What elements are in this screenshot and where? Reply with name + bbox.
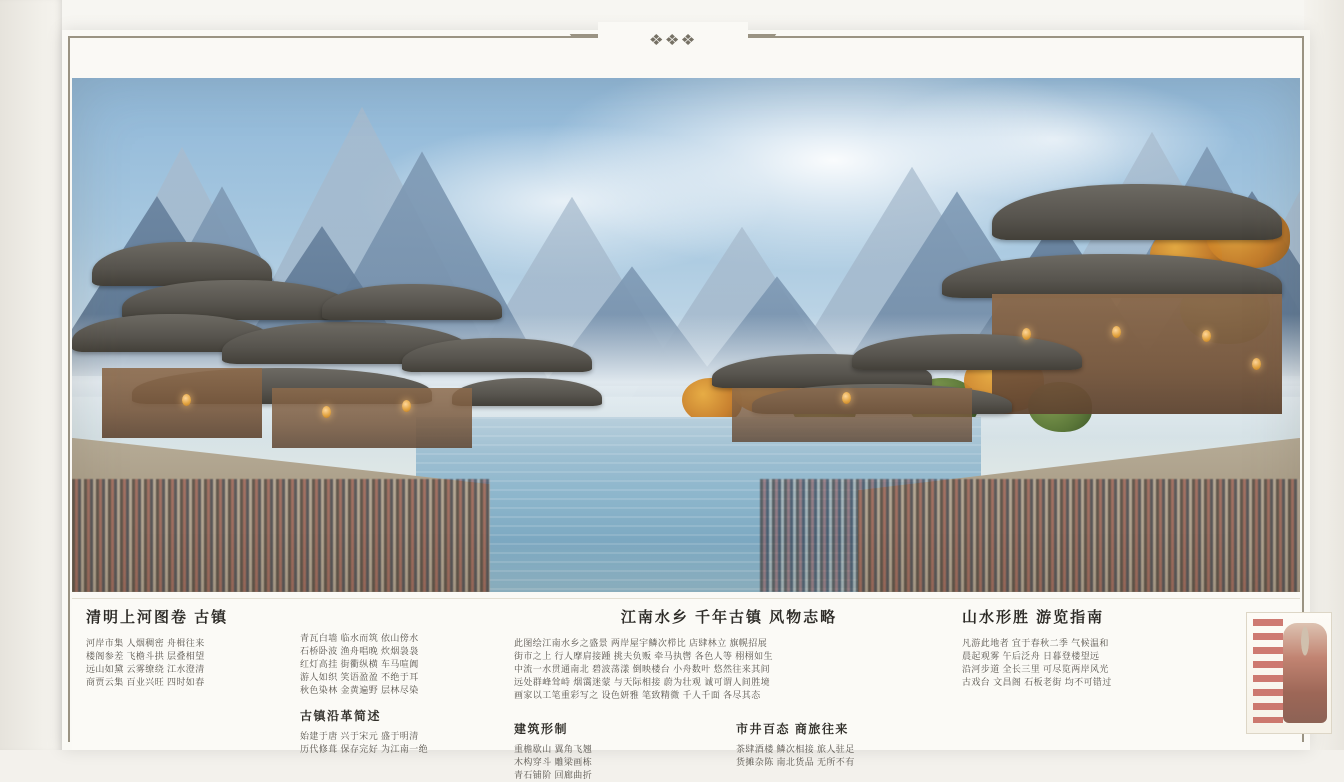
column-4-body <box>962 637 1222 689</box>
village-right <box>692 178 1300 478</box>
top-ornament <box>598 22 748 58</box>
column-3-sub-body-left <box>514 743 722 782</box>
column-2-body <box>300 632 496 697</box>
body-line: 游人如织 笑语盈盈 不绝于耳 <box>300 672 419 682</box>
body-line: 古戏台 文昌阁 石板老街 均不可错过 <box>962 677 1112 687</box>
seal-vignette <box>1246 612 1332 734</box>
body-line: 中流一水贯通南北 碧波荡漾 倒映楼台 小舟数叶 悠然往来其间 <box>514 664 771 674</box>
column-1-heading: 清明上河图卷 古镇 <box>86 609 229 626</box>
body-line: 重檐歇山 翼角飞翘 <box>514 744 593 754</box>
caption-column-1 <box>86 606 282 782</box>
caption-column-3 <box>514 606 944 782</box>
crowd-right <box>760 479 1300 592</box>
body-line: 沿河步道 全长三里 可尽览两岸风光 <box>962 664 1109 674</box>
artwork-painting <box>72 78 1300 592</box>
column-3-subhead-right: 市井百态 商旅往来 <box>736 722 849 736</box>
crowd-left <box>72 479 490 592</box>
body-line: 凡游此地者 宜于春秋二季 气候温和 <box>962 638 1109 648</box>
figure-illustration <box>1283 623 1327 723</box>
paper-edge-left <box>0 0 62 750</box>
column-3-heading: 江南水乡 千年古镇 风物志略 <box>620 609 838 626</box>
red-seal-stamp <box>1253 619 1283 723</box>
body-line: 此图绘江南水乡之盛景 两岸屋宇鳞次栉比 店肆林立 旗幌招展 <box>514 638 768 648</box>
column-3-sub-body-right <box>736 743 944 769</box>
body-line: 画家以工笔重彩写之 设色妍雅 笔致精微 千人千面 各尽其态 <box>514 690 761 700</box>
body-line: 远山如黛 云雾缭绕 江水澄清 <box>86 664 205 674</box>
body-line: 远处群峰耸峙 烟霭迷蒙 与天际相接 蔚为壮观 诚可谓人间胜境 <box>514 677 771 687</box>
village-left <box>72 218 592 478</box>
body-line: 晨起观雾 午后泛舟 日暮登楼望远 <box>962 651 1100 661</box>
body-line: 商贾云集 百业兴旺 四时如春 <box>86 677 205 687</box>
body-line: 青瓦白墙 临水而筑 依山傍水 <box>300 633 419 643</box>
body-line: 茶肆酒楼 鳞次相接 旅人驻足 <box>736 744 855 754</box>
body-line: 木构穿斗 雕梁画栋 <box>514 757 593 767</box>
caption-column-4 <box>962 606 1222 782</box>
ornament-glyph: ❖❖❖ <box>649 32 697 49</box>
body-line: 石桥卧波 渔舟唱晚 炊烟袅袅 <box>300 646 419 656</box>
caption-column-2 <box>300 606 496 782</box>
column-4-heading: 山水形胜 游览指南 <box>962 609 1105 626</box>
body-line: 货摊杂陈 南北货品 无所不有 <box>736 757 855 767</box>
body-line: 红灯高挂 街衢纵横 车马喧阗 <box>300 659 419 669</box>
body-line: 青石铺阶 回廊曲折 <box>514 770 593 780</box>
column-3-body <box>514 637 944 702</box>
column-1-body <box>86 637 282 689</box>
body-line: 秋色染林 金黄遍野 层林尽染 <box>300 685 419 695</box>
body-line: 历代修葺 保存完好 为江南一绝 <box>300 744 429 754</box>
caption-column-5 <box>1240 606 1336 782</box>
body-line: 街市之上 行人摩肩接踵 挑夫负贩 牵马执辔 各色人等 栩栩如生 <box>514 651 773 661</box>
caption-text-zone <box>72 598 1300 780</box>
body-line: 河岸市集 人烟稠密 舟楫往来 <box>86 638 205 648</box>
body-line: 始建于唐 兴于宋元 盛于明清 <box>300 731 419 741</box>
column-2-sub-body <box>300 730 496 756</box>
column-2-subhead: 古镇沿革简述 <box>300 709 382 723</box>
column-3-subhead-left: 建筑形制 <box>514 722 569 736</box>
body-line: 楼阁参差 飞檐斗拱 层叠相望 <box>86 651 205 661</box>
